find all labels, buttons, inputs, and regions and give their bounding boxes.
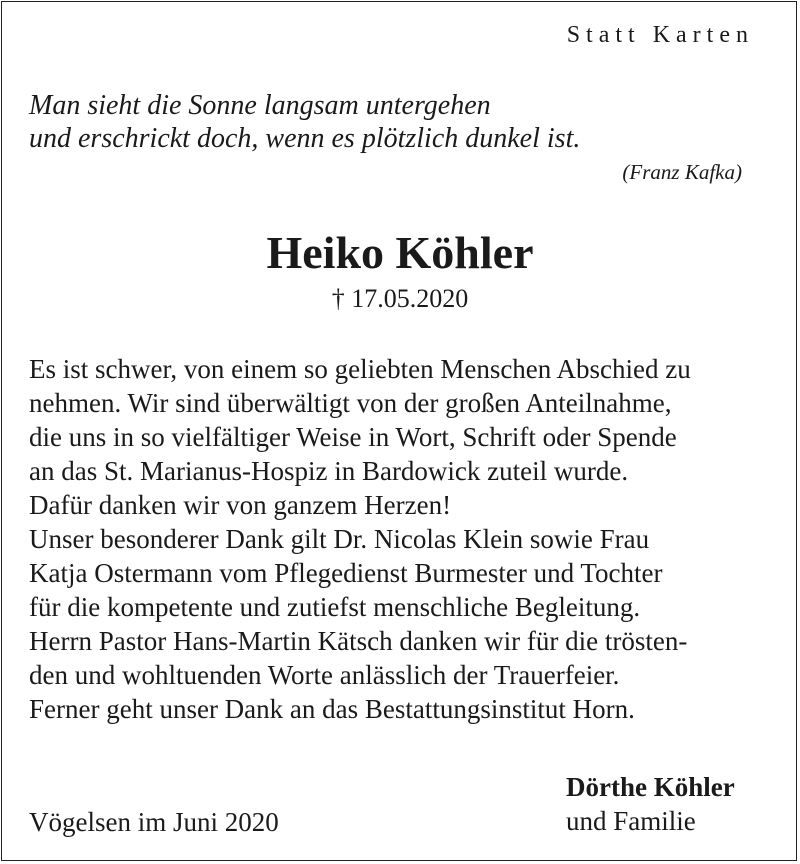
text-line: Dafür danken wir von ganzem Herzen!: [29, 490, 452, 520]
signer-name: Dörthe Köhler: [566, 772, 735, 802]
text-line: Es ist schwer, von einem so geliebten Menschen Abschied zu: [29, 354, 691, 384]
text-line: den und wohltuenden Worte anlässlich der Trauerfeier.: [29, 660, 620, 690]
thank-you-text: [29, 352, 779, 726]
header-note: Statt Karten: [566, 22, 754, 48]
text-line: Ferner geht unser Dank an das Bestattungsinstitut Horn.: [29, 694, 635, 724]
text-line: Unser besonderer Dank gilt Dr. Nicolas Klein sowie Frau: [29, 524, 650, 554]
place-date: Vögelsen im Juni 2020: [29, 807, 279, 837]
signer-family: und Familie: [566, 806, 696, 836]
text-line: nehmen. Wir sind überwältigt von der großen Anteilnahme,: [29, 388, 672, 418]
text-line: Katja Ostermann vom Pflegedienst Burmester und Tochter: [29, 558, 663, 588]
death-date: † 17.05.2020: [331, 284, 469, 313]
text-line: für die kompetente und zutiefst menschliche Begleitung.: [29, 592, 641, 622]
text-line: an das St. Marianus-Hospiz in Bardowick zuteil wurde.: [29, 456, 629, 486]
deceased-name: Heiko Köhler: [266, 227, 534, 278]
poem-source: (Franz Kafka): [622, 160, 742, 184]
signer-block: [566, 770, 735, 838]
text-line: Herrn Pastor Hans-Martin Kätsch danken wir für die trösten-: [29, 626, 688, 656]
text-line: die uns in so vielfältiger Weise in Wort, Schrift oder Spende: [29, 422, 677, 452]
poem-line: und erschrickt doch, wenn es plötzlich dunkel ist.: [29, 123, 581, 154]
poem-line: Man sieht die Sonne langsam untergehen: [29, 90, 491, 121]
poem-quote: [29, 89, 580, 155]
